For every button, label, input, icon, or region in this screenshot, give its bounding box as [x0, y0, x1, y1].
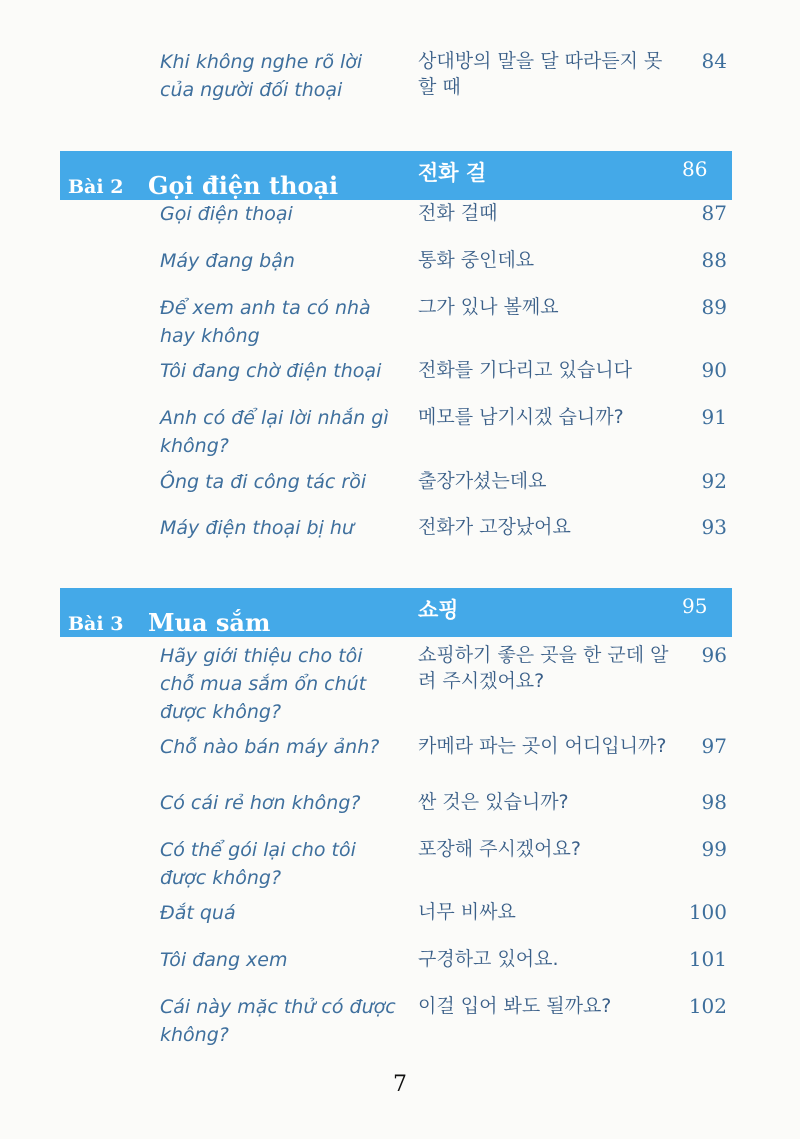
- entry-korean: 전화가 고장났어요: [418, 516, 571, 538]
- entry-korean: 포장해 주시겠어요?: [418, 838, 581, 860]
- entry-page: 84: [701, 49, 727, 73]
- entry-korean: 메모를 남기시겠 습니까?: [418, 406, 624, 428]
- entry-page: 90: [701, 358, 727, 382]
- entry-korean: 통화 중인데요: [418, 249, 535, 271]
- section-header-bai-3: [60, 588, 732, 637]
- page-number: 7: [393, 1072, 407, 1097]
- entry-page: 91: [701, 405, 727, 429]
- entry-vietnamese: Anh có để lại lời nhắn gì không?: [160, 407, 389, 457]
- entry-page: 87: [701, 201, 727, 225]
- entry-vietnamese: Máy đang bận: [160, 250, 295, 272]
- entry-korean: 그가 있나 볼께요: [418, 296, 559, 318]
- entry-page: 102: [688, 994, 727, 1018]
- section-label: Bài 2: [68, 176, 124, 198]
- entry-page: 97: [701, 734, 727, 758]
- section-label: Bài 3: [68, 613, 124, 635]
- section-title: Mua sắm: [148, 608, 271, 637]
- entry-korean: 카메라 파는 곳이 어디입니까?: [418, 735, 667, 757]
- section-korean-title: 쇼핑: [418, 598, 459, 622]
- entry-vietnamese: Hãy giới thiệu cho tôi chỗ mua sắm ổn chút được không?: [160, 645, 367, 723]
- entry-vietnamese: Ông ta đi công tác rồi: [160, 471, 367, 493]
- entry-vietnamese: Đắt quá: [160, 902, 236, 924]
- section-title: Gọi điện thoại: [148, 171, 339, 200]
- entry-vietnamese: Cái này mặc thử có được không?: [160, 996, 396, 1046]
- entry-page: 98: [701, 790, 727, 814]
- entry-korean: 전화를 기다리고 있습니다: [418, 359, 632, 381]
- entry-page: 92: [701, 469, 727, 493]
- entry-page: 100: [688, 900, 727, 924]
- entry-korean: 쇼핑하기 좋은 곳을 한 군데 알려 주시겠어요?: [418, 644, 669, 692]
- entry-page: 93: [701, 515, 727, 539]
- entry-korean: 너무 비싸요: [418, 901, 516, 923]
- entry-korean: 이걸 입어 봐도 될까요?: [418, 995, 612, 1017]
- entry-korean: 출장가셨는데요: [418, 470, 547, 492]
- entry-korean: 전화 걸때: [418, 202, 498, 224]
- section-header-bai-2: [60, 151, 732, 200]
- section-korean-title: 전화 걸: [418, 161, 487, 185]
- entry-vietnamese: Tôi đang xem: [160, 949, 288, 971]
- entry-vietnamese: Máy điện thoại bị hư: [160, 517, 354, 539]
- entry-korean: 싼 것은 있습니까?: [418, 791, 569, 813]
- entry-page: 89: [701, 295, 727, 319]
- entry-vietnamese: Chỗ nào bán máy ảnh?: [160, 736, 380, 758]
- entry-page: 96: [701, 643, 727, 667]
- entry-vietnamese: Có thể gói lại cho tôi được không?: [160, 839, 356, 889]
- entry-page: 88: [701, 248, 727, 272]
- entry-vietnamese: Tôi đang chờ điện thoại: [160, 360, 382, 382]
- entry-vietnamese: Gọi điện thoại: [160, 203, 293, 225]
- entry-page: 101: [688, 947, 727, 971]
- entry-vietnamese: Để xem anh ta có nhà hay không: [160, 297, 371, 347]
- section-page: 86: [682, 157, 708, 181]
- section-page: 95: [682, 594, 708, 618]
- entry-vietnamese: Có cái rẻ hơn không?: [160, 792, 361, 814]
- entry-korean: 상대방의 말을 달 따라듣지 못할 때: [418, 50, 663, 98]
- entry-vietnamese: Khi không nghe rõ lời của người đối thoại: [160, 51, 363, 101]
- entry-page: 99: [701, 837, 727, 861]
- entry-korean: 구경하고 있어요.: [418, 948, 559, 970]
